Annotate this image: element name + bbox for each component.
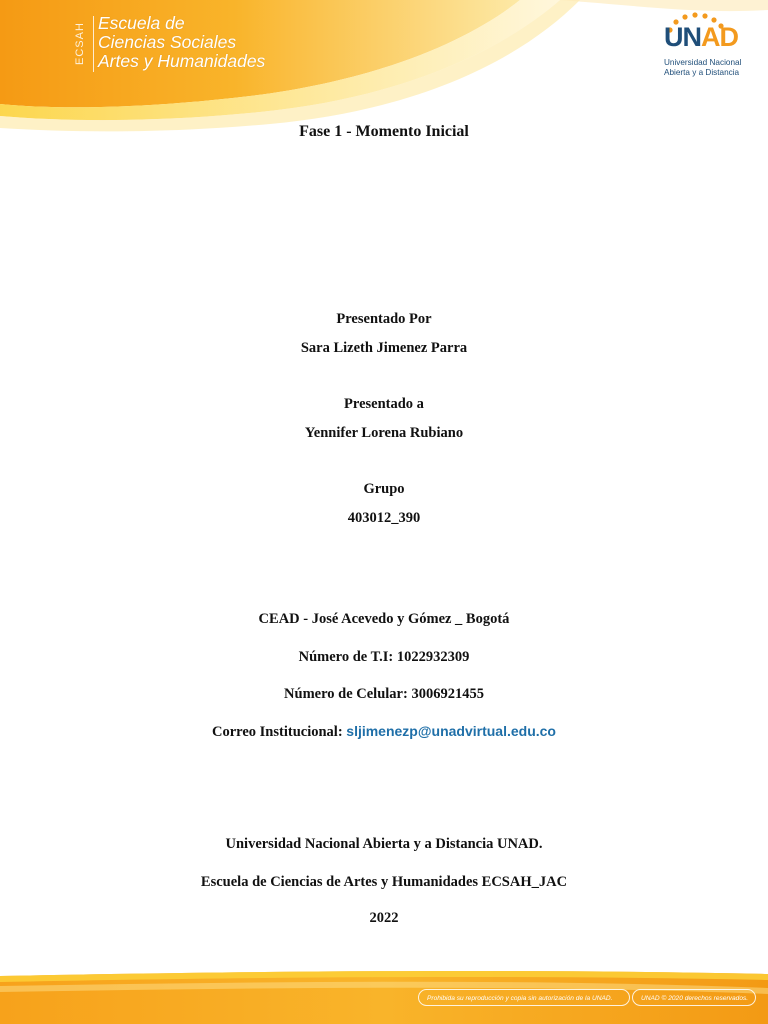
presented-by-label: Presentado Por	[336, 311, 432, 327]
phone-line: Número de Celular: 3006921455	[284, 686, 484, 702]
unad-logo-subtitle	[664, 58, 741, 77]
email-link[interactable]: sljimenezp@unadvirtual.edu.co	[346, 723, 556, 739]
email-line	[0, 723, 768, 741]
email-label: Correo Institucional:	[212, 724, 343, 740]
header-divider	[93, 16, 94, 72]
group-value: 403012_390	[347, 510, 421, 526]
presented-to-name: Yennifer Lorena Rubiano	[304, 425, 464, 441]
unad-logo-text	[664, 22, 738, 53]
footer-copyright-pill: UNAD © 2020 derechos reservados.	[632, 989, 756, 1006]
school-line-1: Escuela de	[98, 13, 185, 33]
unad-logo-accent: AD	[701, 22, 738, 52]
university-line: Universidad Nacional Abierta y a Distancia UNAD.	[225, 836, 543, 852]
school-line-3: Artes y Humanidades	[98, 51, 266, 71]
year-line: 2022	[369, 910, 399, 926]
ecsah-side-label: ECSAH	[74, 22, 86, 66]
school-name-block	[98, 14, 265, 71]
presented-by-name: Sara Lizeth Jimenez Parra	[300, 340, 468, 356]
unad-sub-line-2: Abierta y a Distancia	[664, 67, 740, 77]
footer-notice-pill: Prohibida su reproducción y copia sin autorización de la UNAD.	[418, 989, 630, 1006]
unad-sub-line-1: Universidad Nacional	[664, 58, 742, 67]
group-label: Grupo	[363, 481, 405, 497]
presented-to-label: Presentado a	[344, 396, 424, 412]
document-title: Fase 1 - Momento Inicial	[299, 123, 469, 140]
school-line: Escuela de Ciencias de Artes y Humanidades ECSAH_JAC	[200, 874, 568, 890]
school-line-2: Ciencias Sociales	[98, 32, 237, 52]
cead-line: CEAD - José Acevedo y Gómez _ Bogotá	[258, 611, 510, 627]
id-number-line: Número de T.I: 1022932309	[298, 649, 470, 665]
unad-logo-main: UN	[664, 22, 701, 52]
